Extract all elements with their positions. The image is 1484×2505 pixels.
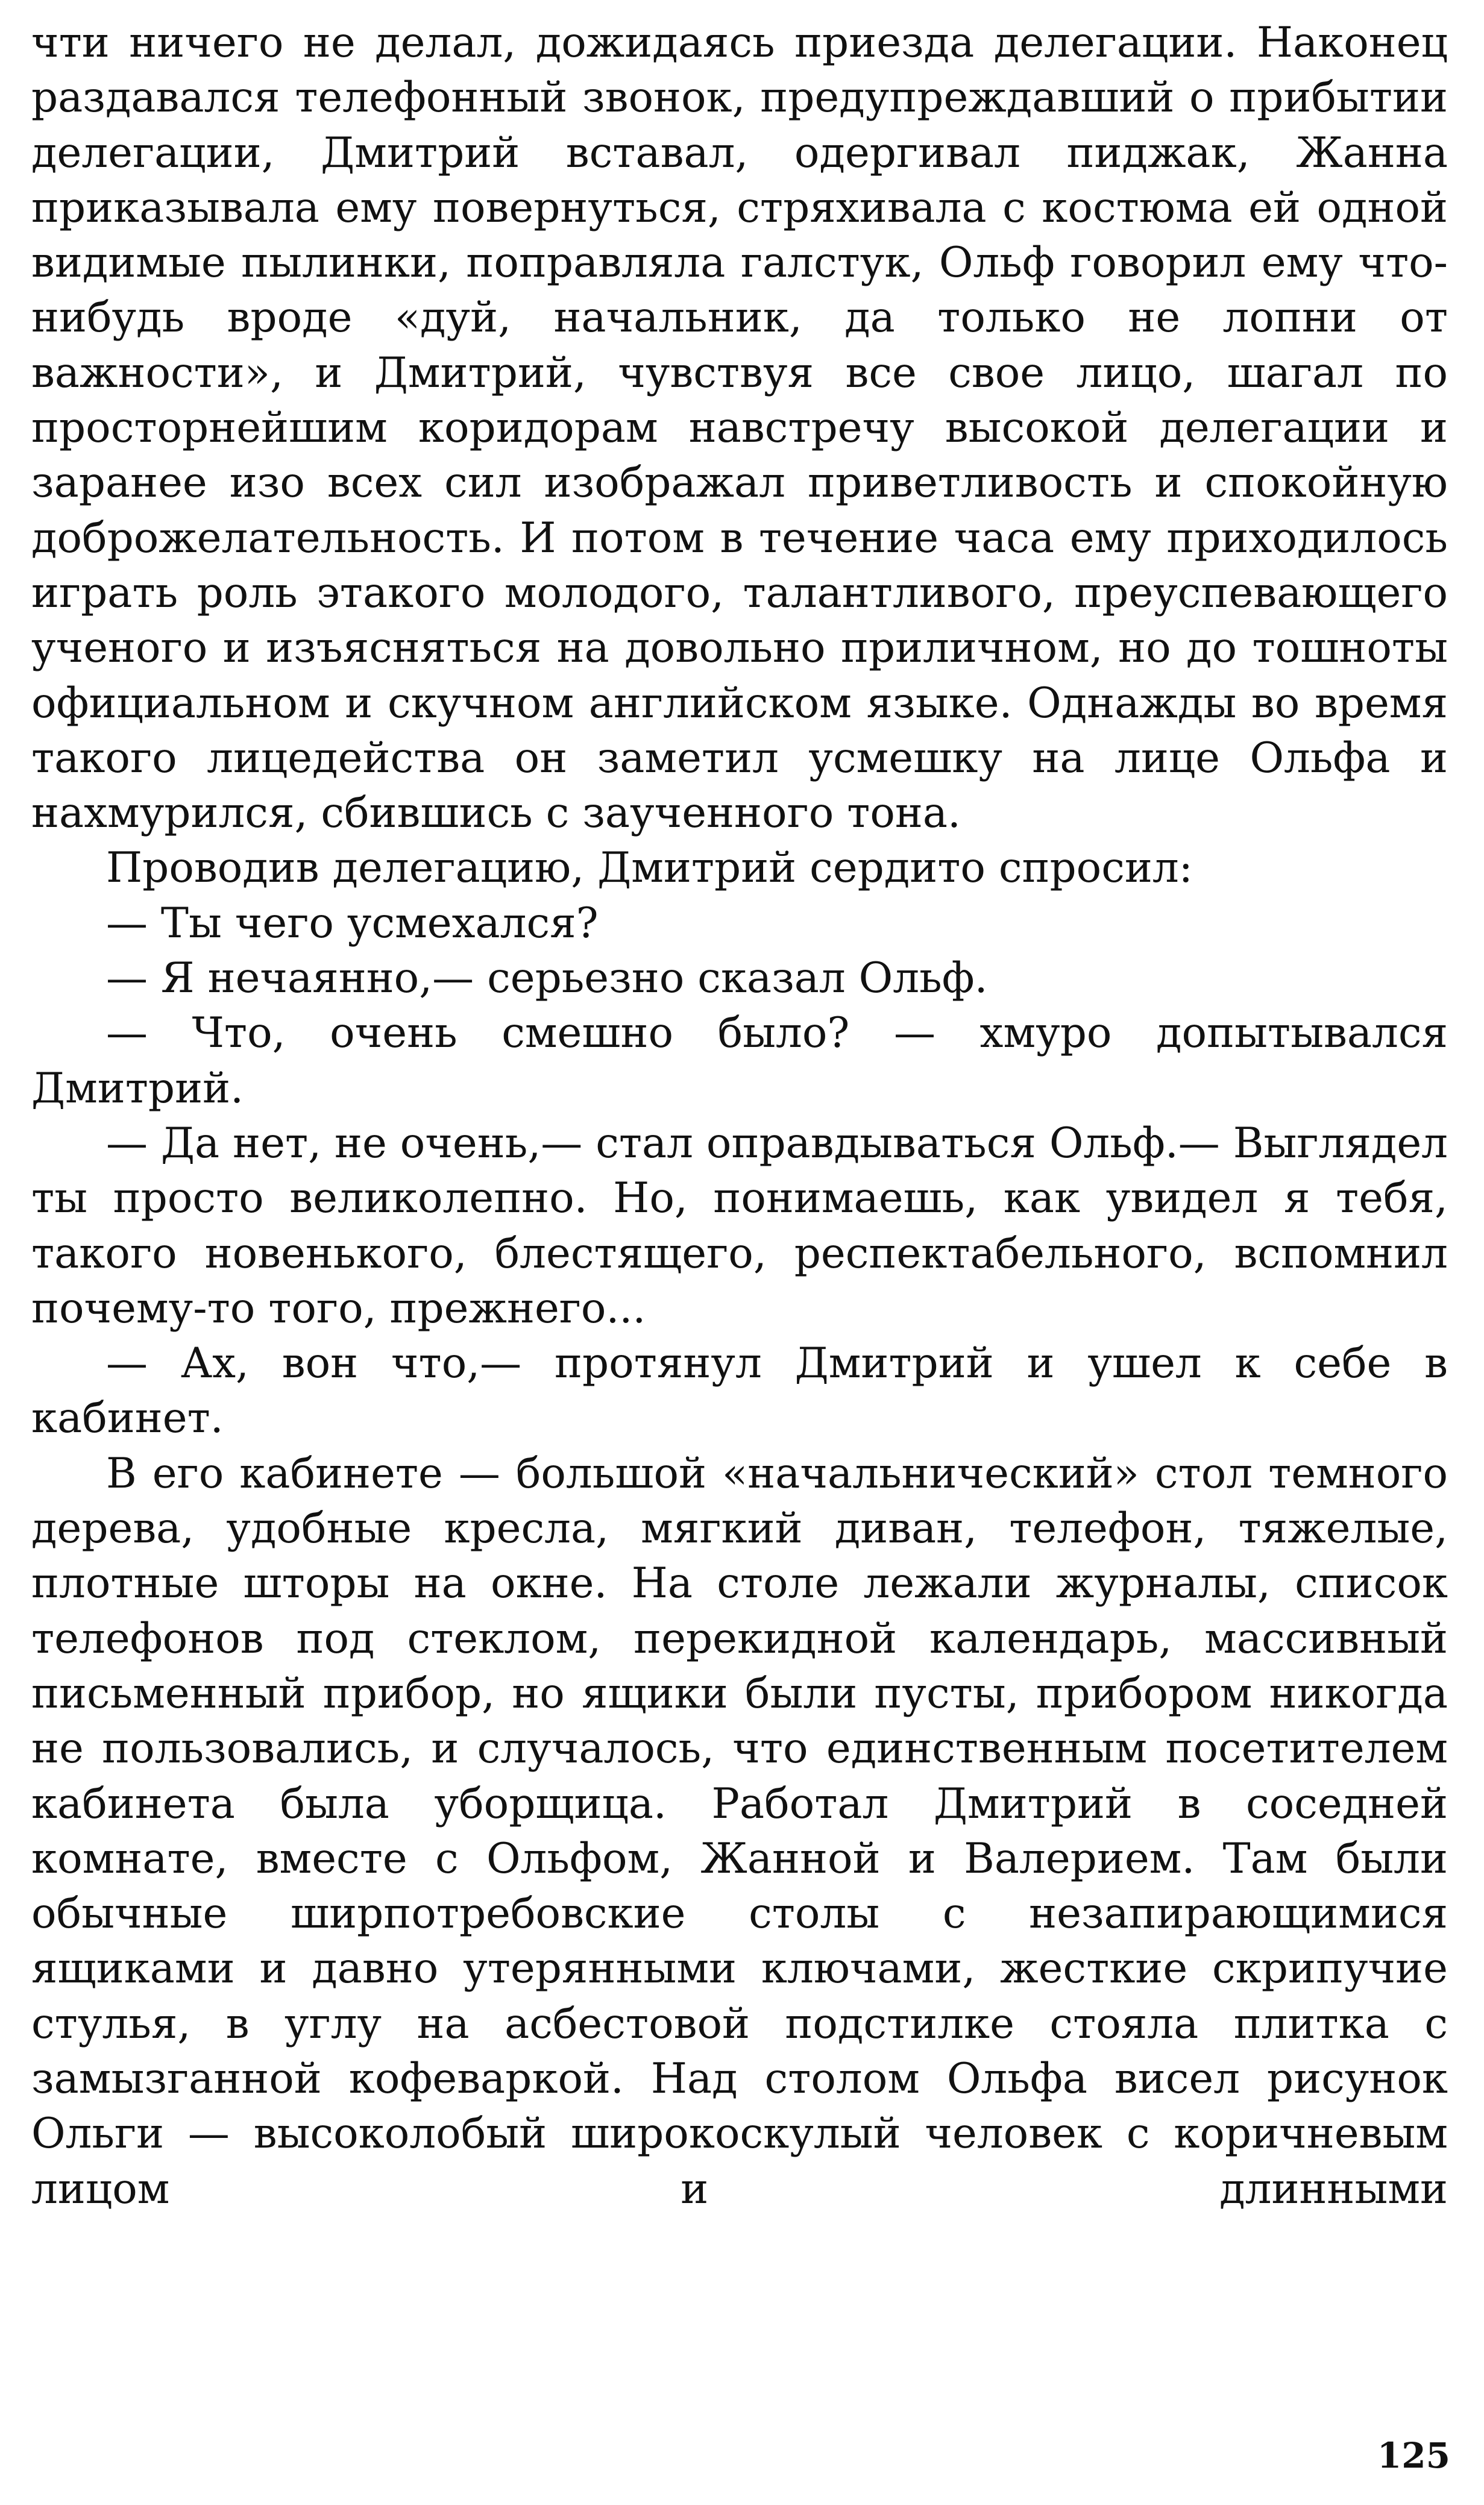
dialogue-line-3: — Что, очень смешно было? — хмуро допытывался Дмитрий. — [31, 1009, 1448, 1113]
page-number: 125 — [1377, 2435, 1450, 2476]
dialogue-line-5: — Ах, вон что,— протянул Дмитрий и ушел к себе в кабинет. — [31, 1339, 1448, 1443]
dialogue-line-1: — Ты чего усмехался? — [106, 899, 599, 948]
dialogue-line-2: — Я нечаянно,— серьезно сказал Ольф. — [106, 954, 988, 1003]
body-text — [31, 16, 1448, 2217]
dialogue-line-4: — Да нет, не очень,— стал оправдываться Ольф.— Выглядел ты просто великолепно. Но, понимаешь, как увидел я тебя, такого новенького, блестящего, респектабельного, вспомнил почему-то того, прежнего... — [31, 1119, 1448, 1333]
paragraph-seeing-off: Проводив делегацию, Дмитрий сердито спросил: — [106, 844, 1193, 893]
paragraph-delegation: чти ничего не делал, дожидаясь приезда делегации. Наконец раздавался телефонный звонок, предупреждавший о прибытии делегации, Дмитрий вставал, одергивал пиджак, Жанна приказывала ему повернуться, стряхивала с костюма ей одной видимые пылинки, поправляла галстук, Ольф говорил ему что-нибудь вроде «дуй, начальник, да только не лопни от важности», и Дмитрий, чувствуя все свое лицо, шагал по просторнейшим коридорам навстречу высокой делегации и заранее изо всех сил изображал приветливость и спокойную доброжелательность. И потом в течение часа ему приходилось играть роль этакого молодого, талантливого, преуспевающего ученого и изъясняться на довольно приличном, но до тошноты официальном и скучном английском языке. Однажды во время такого лицедейства он заметил усмешку на лице Ольфа и нахмурился, сбившись с заученного тона. — [31, 19, 1448, 838]
paragraph-cabinet: В его кабинете — большой «начальнический» стол темного дерева, удобные кресла, мягкий диван, телефон, тяжелые, плотные шторы на окне. На столе лежали журналы, список телефонов под стеклом, перекидной календарь, массивный письменный прибор, но ящики были пусты, прибором никогда не пользовались, и случалось, что единственным посетителем кабинета была уборщица. Работал Дмитрий в соседней комнате, вместе с Ольфом, Жанной и Валерием. Там были обычные ширпотребовские столы с незапирающимися ящиками и давно утерянными ключами, жесткие скрипучие стулья, в углу на асбестовой подстилке стояла плитка с замызганной кофеваркой. Над столом Ольфа висел рисунок Ольги — высоколобый широкоскулый человек с коричневым лицом и длинными — [31, 1449, 1448, 2213]
